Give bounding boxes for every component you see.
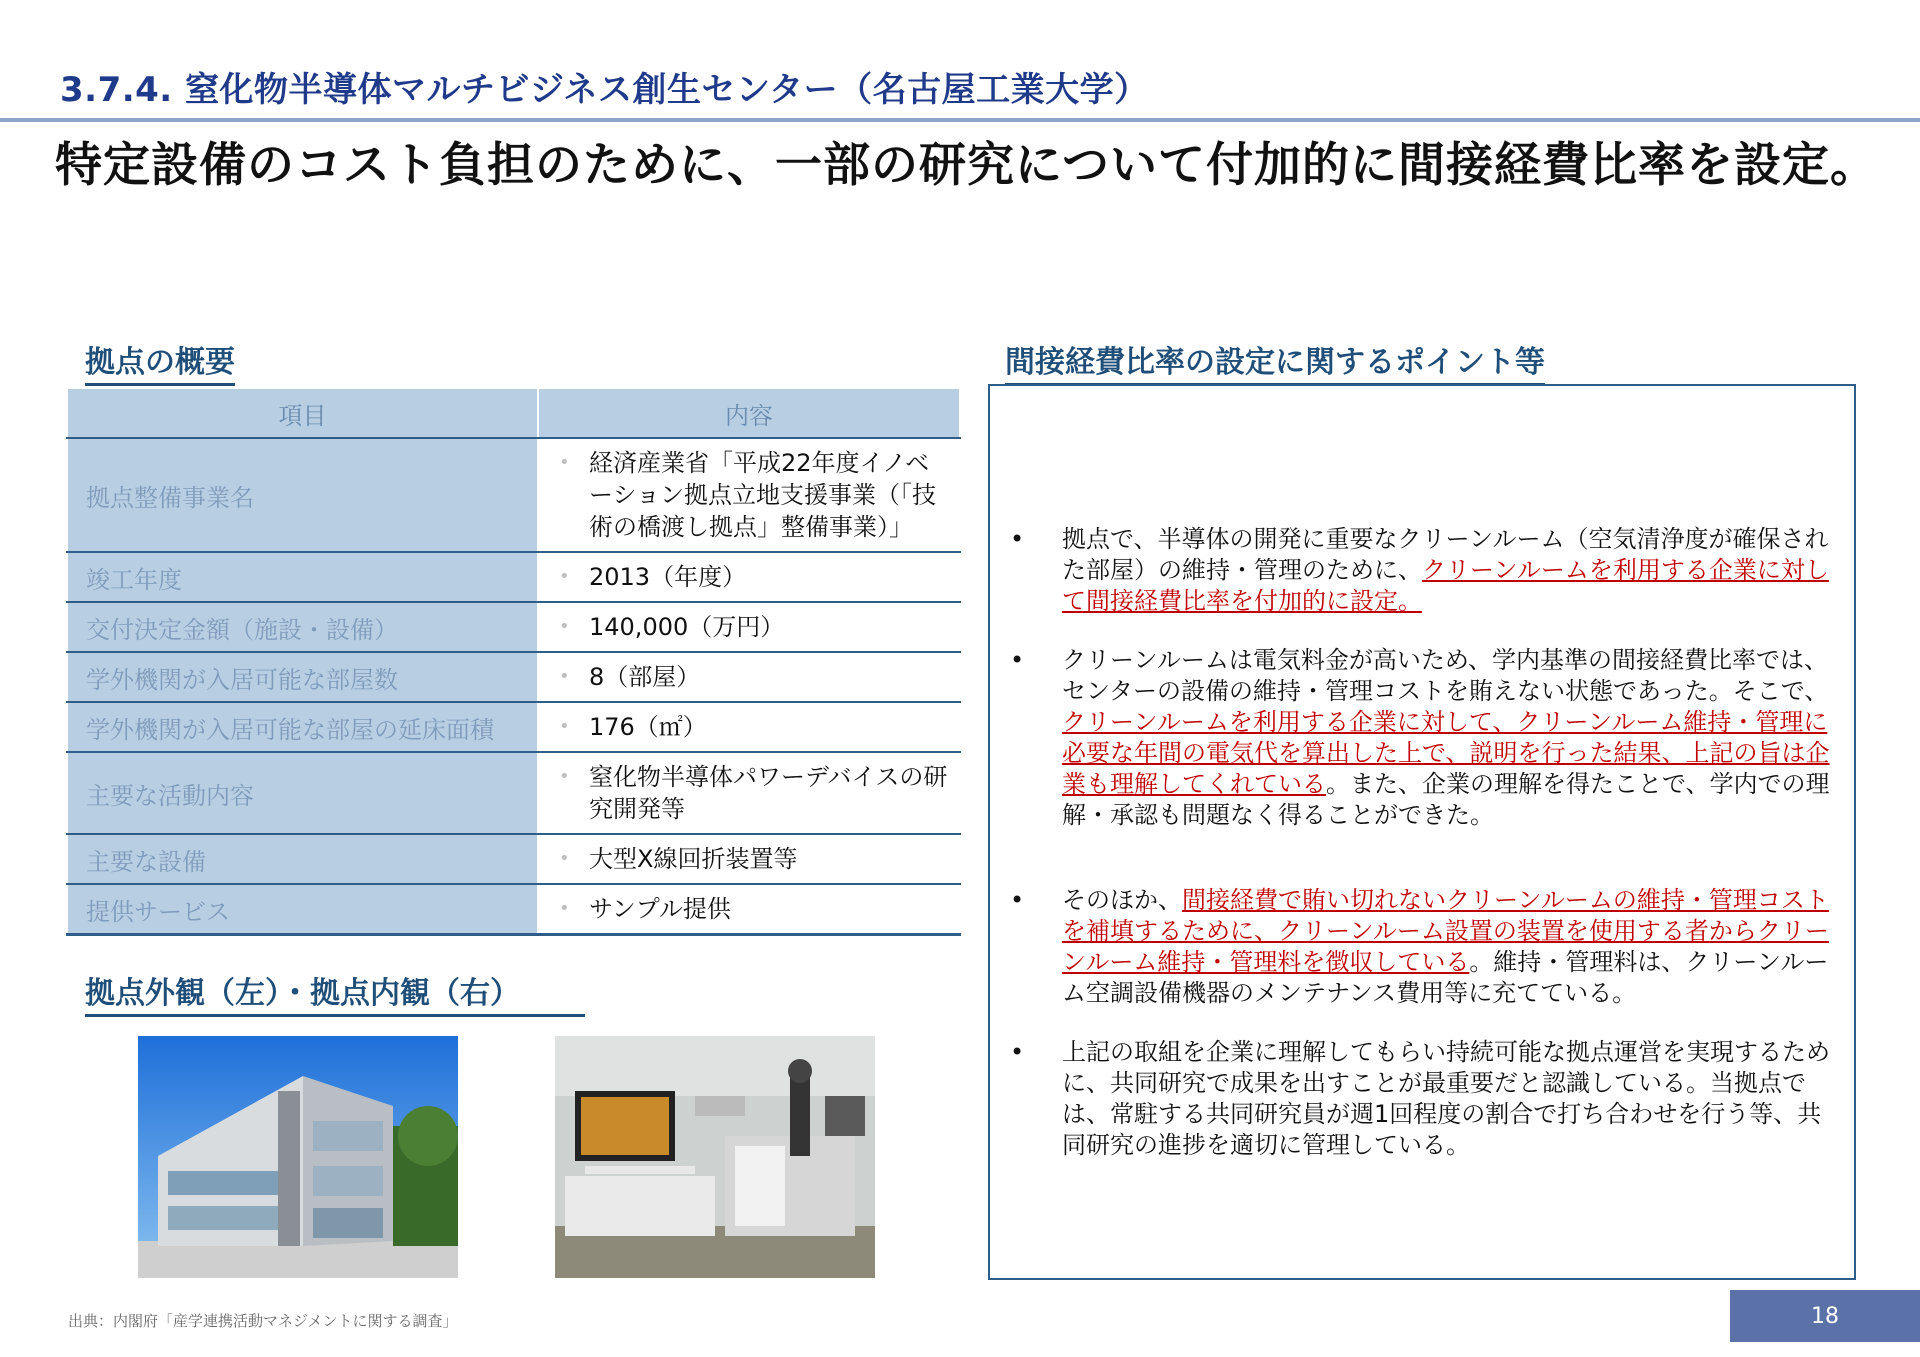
row-content: サンプル提供	[589, 895, 731, 923]
source-note: 出典：内閣府「産学連携活動マネジメントに関する調査」	[68, 1312, 458, 1330]
table-row: 主要な設備 • 大型X線回折装置等	[67, 834, 960, 884]
table-row: 学外機関が入居可能な部屋数 • 8（部屋）	[67, 652, 960, 702]
building-exterior-photo	[138, 1036, 458, 1278]
lab-interior-photo	[555, 1036, 875, 1278]
table-row: 学外機関が入居可能な部屋の延床面積 • 176（㎡）	[67, 702, 960, 752]
column-header-content: 内容	[538, 388, 960, 438]
overview-heading: 拠点の概要	[85, 337, 235, 386]
points-heading: 間接経費比率の設定に関するポイント等	[1005, 337, 1545, 386]
list-item: • クリーンルームは電気料金が高いため、学内基準の間接経費比率では、センターの設備の維持・管理コストを賄えない状態であった。そこで、クリーンルームを利用する企業に対して、クリーンルーム維持・管理に必要な年間の電気代を算出した上で、説明を行った結果、上記の旨は企業も理解してくれている。また、企業の理解を得たことで、学内での理解・承認も問題なく得ることができた。	[1010, 646, 1830, 829]
row-content: 140,000（万円）	[589, 613, 785, 641]
row-item: 主要な設備	[67, 834, 538, 884]
row-item: 学外機関が入居可能な部屋の延床面積	[67, 702, 538, 752]
table-row: 拠点整備事業名 • 経済産業省「平成22年度イノベーション拠点立地支援事業（「技術の橋渡し拠点」整備事業）」	[67, 438, 960, 552]
list-item: • 拠点で、半導体の開発に重要なクリーンルーム（空気清浄度が確保された部屋）の維持・管理のために、クリーンルームを利用する企業に対して間接経費比率を付加的に設定。	[1010, 525, 1829, 615]
column-header-item: 項目	[67, 388, 538, 438]
row-content: 経済産業省「平成22年度イノベーション拠点立地支援事業（「技術の橋渡し拠点」整備事業）」	[589, 449, 937, 541]
points-box	[988, 384, 1856, 1280]
row-content: 大型X線回折装置等	[589, 845, 798, 873]
row-item: 拠点整備事業名	[67, 438, 538, 552]
table-row: 提供サービス • サンプル提供	[67, 884, 960, 935]
row-content: 2013（年度）	[589, 563, 747, 591]
photos-heading: 拠点外観（左）・拠点内観（右）	[85, 968, 585, 1017]
section-title: 3.7.4. 窒化物半導体マルチビジネス創生センター（名古屋工業大学）	[60, 70, 1149, 110]
row-item: 学外機関が入居可能な部屋数	[67, 652, 538, 702]
table-header-row	[67, 388, 960, 438]
row-item: 竣工年度	[67, 552, 538, 602]
overview-table	[66, 387, 961, 936]
table-row: 竣工年度 • 2013（年度）	[67, 552, 960, 602]
table-row: 交付決定金額（施設・設備） • 140,000（万円）	[67, 602, 960, 652]
points-list	[1008, 524, 1838, 1189]
row-content: 8（部屋）	[589, 663, 701, 691]
list-item: • そのほか、間接経費で賄い切れないクリーンルームの維持・管理コストを補填するために、クリーンルーム設置の装置を使用する者からクリーンルーム維持・管理料を徴収している。維持・管理料は、クリーンルーム空調設備機器のメンテナンス費用等に充てている。	[1010, 886, 1829, 1007]
row-content: 窒化物半導体パワーデバイスの研究開発等	[589, 763, 948, 823]
list-item: • 上記の取組を企業に理解してもらい持続可能な拠点運営を実現するために、共同研究で成果を出すことが最重要だと認識している。当拠点では、常駐する共同研究員が週1回程度の割合で打ち合わせを行う等、共同研究の進捗を適切に管理している。	[1010, 1038, 1830, 1159]
row-item: 主要な活動内容	[67, 752, 538, 834]
page-headline: 特定設備のコスト負担のために、一部の研究について付加的に間接経費比率を設定。	[55, 138, 1879, 193]
row-item: 交付決定金額（施設・設備）	[67, 602, 538, 652]
title-divider	[0, 118, 1920, 122]
row-item: 提供サービス	[67, 884, 538, 935]
page-number: 18	[1730, 1290, 1920, 1342]
row-content: 176（㎡）	[589, 713, 707, 741]
table-row: 主要な活動内容 • 窒化物半導体パワーデバイスの研究開発等	[67, 752, 960, 834]
